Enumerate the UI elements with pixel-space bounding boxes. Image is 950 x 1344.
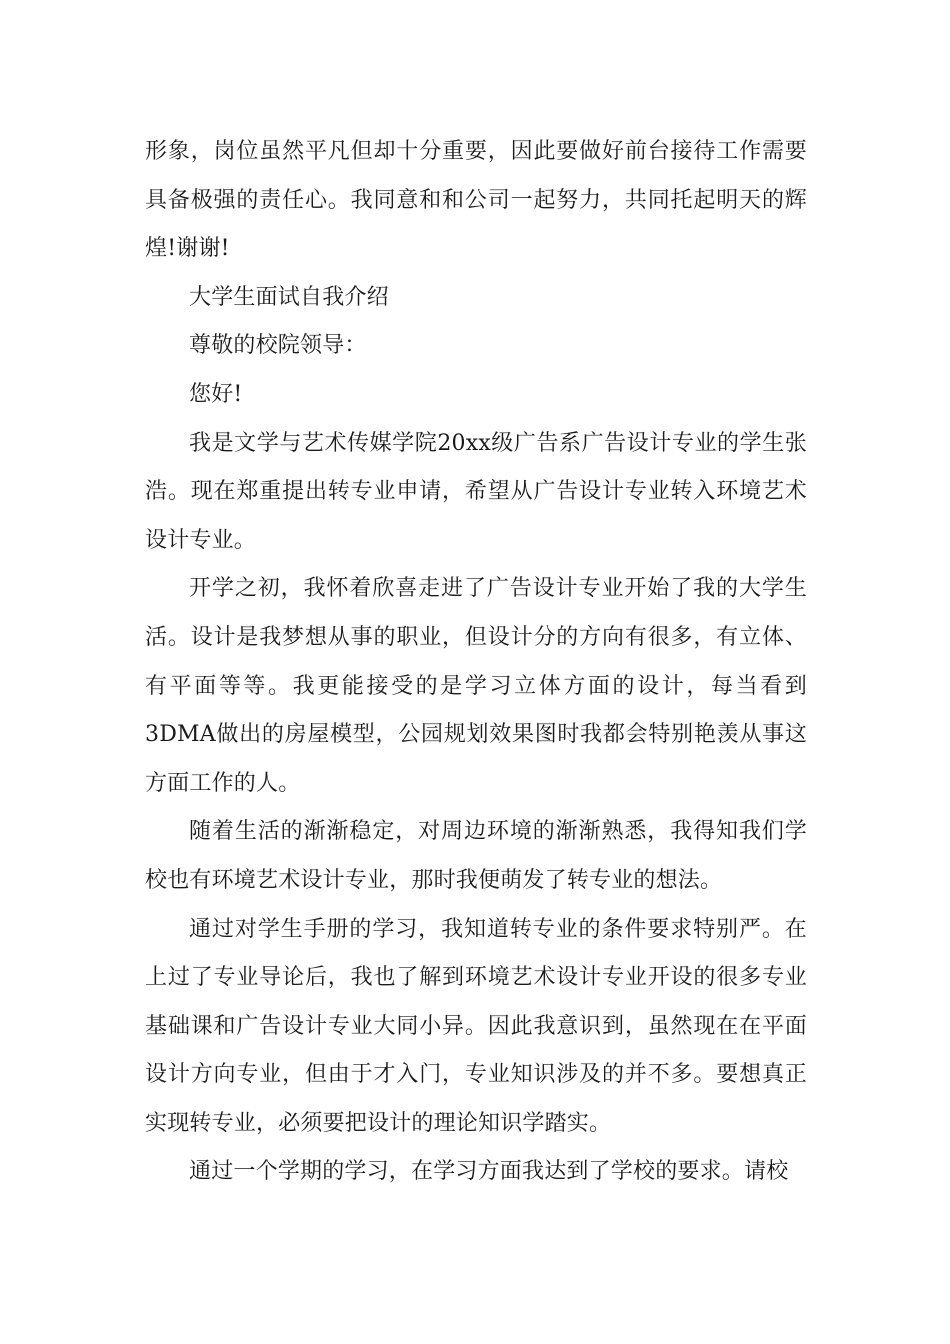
document-body [145,128,807,1197]
greeting: 您好! [189,381,243,407]
paragraph-environment: 随着生活的渐渐稳定，对周边环境的渐渐熟悉，我得知我们学校也有环境艺术设计专业，那时我便萌发了转专业的想法。 [145,819,807,893]
section-title: 大学生面试自我介绍 [189,284,389,310]
paragraph-start: 开学之初，我怀着欣喜走进了广告设计专业开始了我的大学生活。设计是我梦想从事的职业，但设计分的方向有很多，有立体、有平面等等。我更能接受的是学习立体方面的设计，每当看到3DMA做出的房屋模型，公园规划效果图时我都会特别艳羡从事这方面工作的人。 [145,576,807,796]
paragraph-1: 形象，岗位虽然平凡但却十分重要，因此要做好前台接待工作需要具备极强的责任心。我同意和和公司一起努力，共同托起明天的辉煌!谢谢! [145,139,807,262]
paragraph-handbook: 通过对学生手册的学习，我知道转专业的条件要求特别严。在上过了专业导论后，我也了解到环境艺术设计专业开设的很多专业基础课和广告设计专业大同小异。因此我意识到，虽然现在在平面设计方向专业，但由于才入门，专业知识涉及的并不多。要想真正实现转专业，必须要把设计的理论知识学踏实。 [145,916,807,1136]
paragraph-semester: 通过一个学期的学习，在学习方面我达到了学校的要求。请校 [189,1159,789,1185]
salutation: 尊敬的校院领导： [189,333,367,359]
paragraph-intro: 我是文学与艺术传媒学院20xx级广告系广告设计专业的学生张浩。现在郑重提出转专业申请，希望从广告设计专业转入环境艺术设计专业。 [145,430,807,553]
